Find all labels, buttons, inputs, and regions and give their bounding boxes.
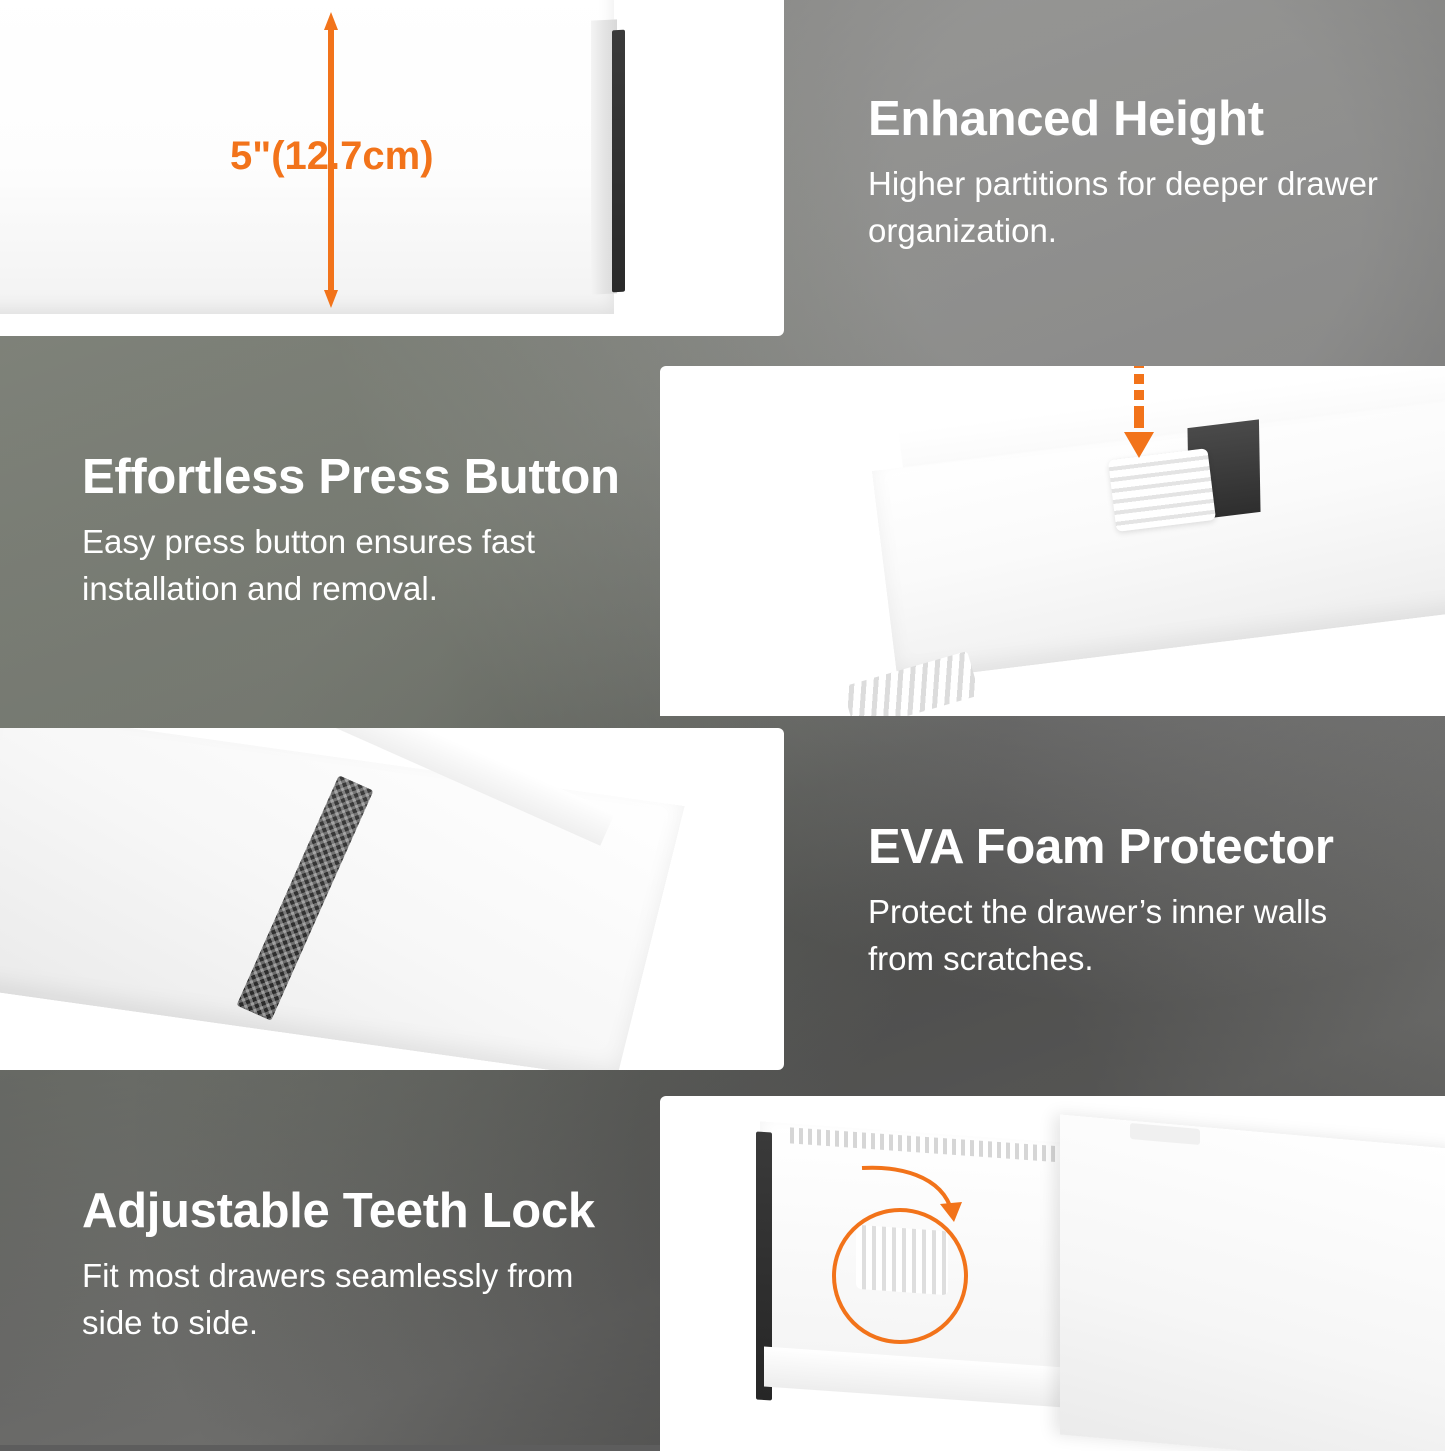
divider-front-panel <box>1060 1115 1445 1451</box>
feature-headline: Effortless Press Button <box>82 450 620 504</box>
down-arrow-icon <box>1122 366 1156 476</box>
feature-headline: Adjustable Teeth Lock <box>82 1184 595 1238</box>
feature-text-eva-foam <box>868 822 1388 983</box>
feature-subtext: Protect the drawer’s inner walls from scratches. <box>868 893 1328 978</box>
feature-subtext: Easy press button ensures fast installation and removal. <box>82 523 536 608</box>
feature-headline: EVA Foam Protector <box>868 820 1334 874</box>
height-dimension-label: 5"(12.7cm) <box>230 134 434 178</box>
feature-text-press-button <box>82 452 620 613</box>
feature-text-enhanced-height <box>868 94 1388 255</box>
product-photo-press-button <box>660 366 1445 716</box>
product-photo-eva-foam <box>0 728 784 1070</box>
feature-subtext: Fit most drawers seamlessly from side to side. <box>82 1257 574 1342</box>
divider-foam-strip <box>612 30 625 293</box>
product-photo-enhanced-height <box>0 0 784 336</box>
callout-pointer-icon <box>856 1164 976 1224</box>
feature-text-teeth-lock <box>82 1186 602 1347</box>
feature-subtext: Higher partitions for deeper drawer organization. <box>868 165 1378 250</box>
feature-headline: Enhanced Height <box>868 92 1264 146</box>
magnifier-circle-icon <box>832 1208 968 1344</box>
product-photo-teeth-lock <box>660 1096 1445 1451</box>
